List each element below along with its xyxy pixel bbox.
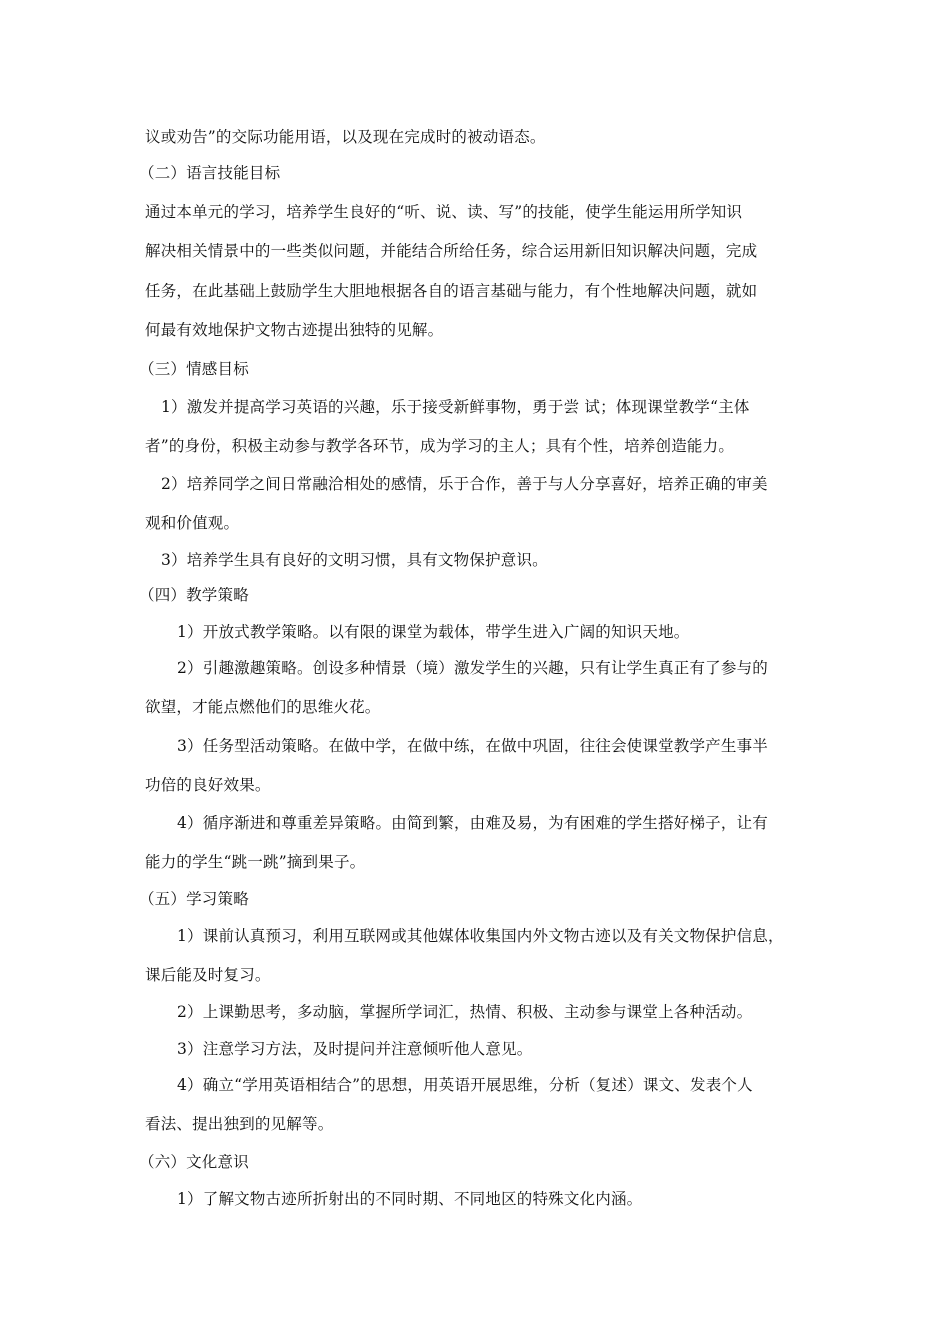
text-line: 1）了解文物古迹所折射出的不同时期、不同地区的特殊文化内涵。 xyxy=(177,1190,643,1208)
text-line: 能力的学生“跳一跳”摘到果子。 xyxy=(145,853,366,871)
text-line: 4）确立“学用英语相结合”的思想，用英语开展思维，分析（复述）课文、发表个人 xyxy=(177,1076,753,1094)
text-line: 解决相关情景中的一些类似问题，并能结合所给任务，综合运用新旧知识解决问题，完成 xyxy=(145,242,758,260)
text-line: 3）培养学生具有良好的文明习惯，具有文物保护意识。 xyxy=(161,551,548,569)
section-heading: （二）语言技能目标 xyxy=(139,164,281,182)
section-heading: （五）学习策略 xyxy=(139,890,249,908)
text-line: 1）开放式教学策略。以有限的课堂为载体，带学生进入广阔的知识天地。 xyxy=(177,623,690,641)
text-line: 功倍的良好效果。 xyxy=(145,776,271,794)
text-line: 1）课前认真预习，利用互联网或其他媒体收集国内外文物古迹以及有关文物保护信息， xyxy=(177,927,784,945)
text-line: 通过本单元的学习，培养学生良好的“听、说、读、写”的技能，使学生能运用所学知识 xyxy=(145,203,743,221)
text-line: 何最有效地保护文物古迹提出独特的见解。 xyxy=(145,321,444,339)
text-line: 2）培养同学之间日常融洽相处的感情，乐于合作，善于与人分享喜好，培养正确的审美 xyxy=(161,475,768,493)
text-line: 课后能及时复习。 xyxy=(145,966,271,984)
section-heading: （三）情感目标 xyxy=(139,360,249,378)
section-heading: （六）文化意识 xyxy=(139,1153,249,1171)
text-line: 者”的身份，积极主动参与教学各环节，成为学习的主人；具有个性，培养创造能力。 xyxy=(145,437,735,455)
text-line: 观和价值观。 xyxy=(145,514,240,532)
text-line: 2）上课勤思考，多动脑，掌握所学词汇，热情、积极、主动参与课堂上各种活动。 xyxy=(177,1003,753,1021)
section-heading: （四）教学策略 xyxy=(139,586,249,604)
text-line: 2）引趣激趣策略。创设多种情景（境）激发学生的兴趣，只有让学生真正有了参与的 xyxy=(177,659,768,677)
text-line: 1）激发并提高学习英语的兴趣，乐于接受新鲜事物，勇于尝 试；体现课堂教学“主体 xyxy=(161,398,750,416)
text-line: 4）循序渐进和尊重差异策略。由简到繁，由难及易，为有困难的学生搭好梯子，让有 xyxy=(177,814,768,832)
text-line: 3）任务型活动策略。在做中学，在做中练，在做中巩固，往往会使课堂教学产生事半 xyxy=(177,737,768,755)
text-line: 议或劝告”的交际功能用语，以及现在完成时的被动语态。 xyxy=(145,128,546,146)
text-line: 3）注意学习方法，及时提问并注意倾听他人意见。 xyxy=(177,1040,533,1058)
text-line: 看法、提出独到的见解等。 xyxy=(145,1115,334,1133)
text-line: 任务，在此基础上鼓励学生大胆地根据各自的语言基础与能力，有个性地解决问题，就如 xyxy=(145,282,758,300)
text-line: 欲望，才能点燃他们的思维火花。 xyxy=(145,698,381,716)
